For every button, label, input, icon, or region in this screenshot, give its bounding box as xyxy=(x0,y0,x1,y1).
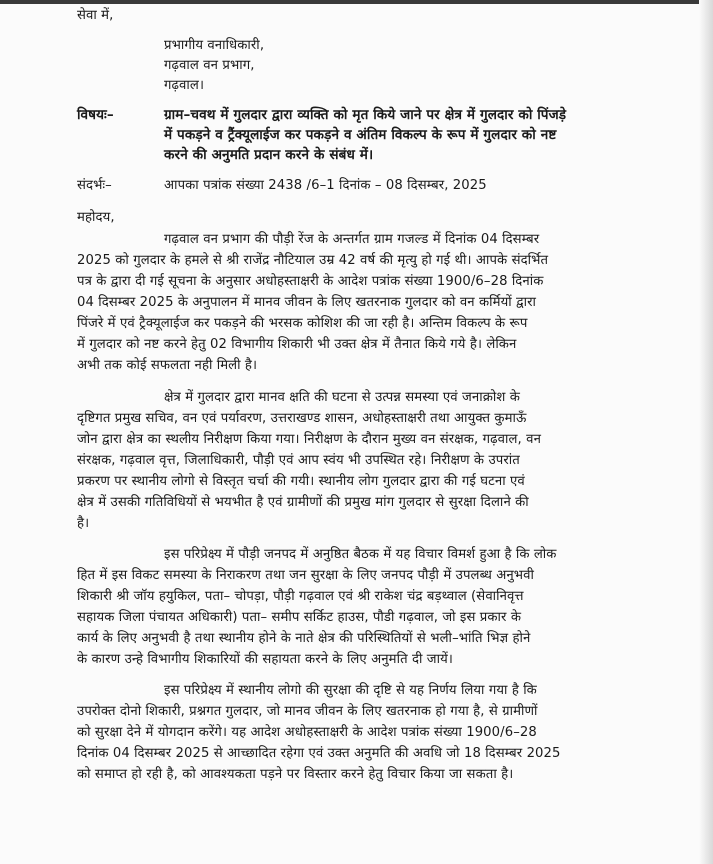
para4-line: को समाप्त हो रही है, को आवश्यकता पड़ने पर विस्तार करने हेतु विचार किया जा सकता है। xyxy=(77,767,514,782)
para2-line: जोन द्वारा क्षेत्र का स्थलीय निरीक्षण किया गया। निरीक्षण के दौरान मुख्य वन संरक्षक, गढ़वाल, वन xyxy=(77,432,541,447)
salutation: सेवा में, xyxy=(77,8,114,23)
para4-line: इस परिप्रेक्ष्य में स्थानीय लोगो की सुरक्षा की दृष्टि से यह निर्णय लिया गया है कि xyxy=(164,683,537,698)
para2-line: है। xyxy=(77,516,90,531)
para4-line: उपरोक्त दोनो शिकारी, प्रश्नगत गुलदार, जो मानव जीवन के लिए खतरनाक हो गया है, से ग्रामीणों xyxy=(77,704,538,719)
subject-label: विषयः– xyxy=(77,107,114,123)
para1-line: 2025 को गुलदार के हमले से श्री राजेंद्र नौटियाल उम्र 42 वर्ष की मृत्यु हो गई थी। आपके संदर्भित xyxy=(77,253,549,268)
para2-line: दृष्टिगत प्रमुख सचिव, वन एवं पर्यावरण, उत्तराखण्ड शासन, अधोहस्ताक्षरी तथा आयुक्त कुमाऊँ xyxy=(77,411,527,426)
para3-line: कार्य के लिए अनुभवी है तथा स्थानीय होने के नाते क्षेत्र की परिस्थितियों से भली–भांति भिज्ञ होने xyxy=(77,631,531,646)
reference-label: संदर्भः– xyxy=(77,178,112,193)
para2-line: क्षेत्र में उसकी गतिविधियों से भयभीत है एवं ग्रामीणों की प्रमुख मांग गुलदार से सुरक्षा दिलाने की xyxy=(77,495,529,510)
para1-line: पत्र के द्वारा दी गई सूचना के अनुसार अधोहस्ताक्षरी के आदेश पत्रांक संख्या 1900/6–28 दिनांक xyxy=(77,274,544,289)
reference-text: आपका पत्रांक संख्या 2438 /6–1 दिनांक – 08 दिसम्बर, 2025 xyxy=(164,178,487,193)
para2-line: क्षेत्र में गुलदार द्वारा मानव क्षति की घटना से उत्पन्न समस्या एवं जनाक्रोश के xyxy=(164,390,520,405)
para4-line: दिनांक 04 दिसम्बर 2025 से आच्छादित रहेगा एवं उक्त अनुमति की अवधि जो 18 दिसम्बर 2025 xyxy=(77,746,561,761)
greeting: महोदय, xyxy=(77,210,115,225)
para2-line: प्रकरण पर स्थानीय लोगो से विस्तृत चर्चा की गयी। स्थानीय लोग गुलदार द्वारा की गई घटना एवं xyxy=(77,474,525,489)
recipient-line-3: गढ़वाल। xyxy=(164,78,205,93)
para2-line: संरक्षक, गढ़वाल वृत्त, जिलाधिकारी, पौड़ी एवं आप स्वंय भी उपस्थित रहे। निरीक्षण के उपरांत xyxy=(77,453,520,468)
para1-line: गढ़वाल वन प्रभाग की पौड़ी रेंज के अन्तर्गत ग्राम गजल्ड में दिनांक 04 दिसम्बर xyxy=(164,232,540,247)
para1-line: अभी तक कोई सफलता नही मिली है। xyxy=(77,358,258,373)
para1-line: 04 दिसम्बर 2025 के अनुपालन में मानव जीवन के लिए खतरनाक गुलदार को वन कर्मियों द्वारा xyxy=(77,295,537,310)
para1-line: पिंजरे में एवं ट्रैक्यूलाईज कर पकड़ने की भरसक कोशिश की जा रही है। अन्तिम विकल्प के रूप xyxy=(77,316,528,331)
para3-line: के कारण उन्हे विभागीय शिकारियों की सहायता करने के लिए अनुमति दी जायें। xyxy=(77,652,453,667)
para3-line: हित में इस विकट समस्या के निराकरण तथा जन सुरक्षा के लिए जनपद पौड़ी में उपलब्ध अनुभवी xyxy=(77,568,535,583)
para3-line: सहायक जिला पंचायत अधिकारी) पता– समीप सर्किट हाउस, पौडी गढ़वाल, जो इस प्रकार के xyxy=(77,610,522,625)
scan-right-shadow xyxy=(699,0,713,864)
para3-line: इस परिप्रेक्ष्य में पौड़ी जनपद में अनुष्ठित बैठक में यह विचार विमर्श हुआ है कि लोक xyxy=(164,547,557,562)
para3-line: शिकारी श्री जॉय हयुकिल, पता– चोपड़ा, पौड़ी गढ़वाल एवं श्री राकेश चंद्र बड़थ्वाल (सेवानिवृत्त xyxy=(77,589,524,604)
recipient-line-2: गढ़वाल वन प्रभाग, xyxy=(164,58,255,73)
scan-top-edge xyxy=(0,0,700,4)
para4-line: को सुरक्षा देने में योगदान करेंगे। यह आदेश अधोहस्ताक्षरी के आदेश पत्रांक संख्या 1900/6–28 xyxy=(77,725,537,740)
recipient-line-1: प्रभागीय वनाधिकारी, xyxy=(164,38,265,53)
subject-line-3: करने की अनुमति प्रदान करने के संबंध में। xyxy=(164,147,374,163)
para1-line: में गुलदार को नष्ट करने हेतु 02 विभागीय शिकारी भी उक्त क्षेत्र में तैनात किये गये है। लेकिन xyxy=(77,337,517,352)
subject-line-2: में पकड़ने व ट्रैंक्यूलाईज कर पकड़ने व अंतिम विकल्प के रूप में गुलदार को नष्ट xyxy=(164,127,557,143)
subject-line-1: ग्राम–चवथ में गुलदार द्वारा व्यक्ति को मृत किये जाने पर क्षेत्र में गुलदार को पिंजड़े xyxy=(164,107,567,123)
